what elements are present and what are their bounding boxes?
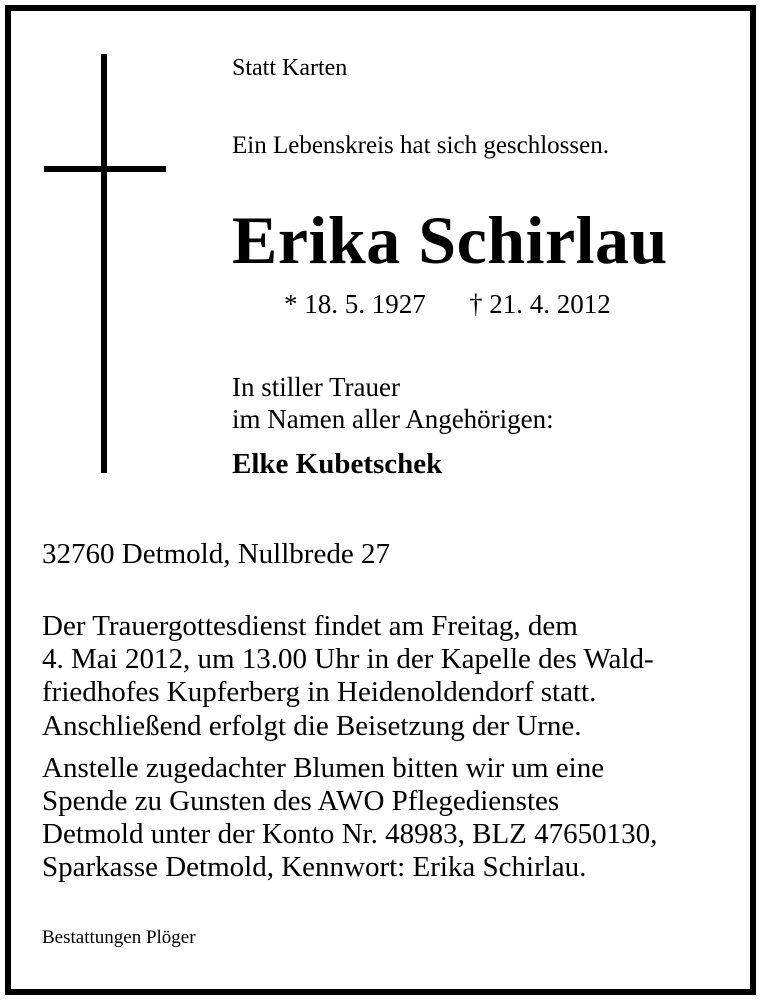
donation-line: Detmold unter der Konto Nr. 48983, BLZ 47650130, xyxy=(42,818,658,850)
mourning-line-1: In stiller Trauer xyxy=(232,372,400,402)
burial-line: Anschließend erfolgt die Beisetzung der Urne. xyxy=(42,710,582,742)
burial-paragraph xyxy=(42,710,582,743)
service-line: friedhofes Kupferberg in Heidenoldendorf statt. xyxy=(42,676,597,708)
service-line: Der Trauergottesdienst findet am Freitag, dem xyxy=(42,610,578,642)
deceased-name: Erika Schirlau xyxy=(232,202,668,278)
address: 32760 Detmold, Nullbrede 27 xyxy=(42,538,390,570)
donation-paragraph xyxy=(42,752,657,884)
service-line: 4. Mai 2012, um 13.00 Uhr in der Kapelle des Wald- xyxy=(42,643,654,675)
donation-line: Spende zu Gunsten des AWO Pflegedienstes xyxy=(42,785,560,817)
cross-vertical-bar xyxy=(101,54,107,473)
header-text: Statt Karten xyxy=(232,55,348,81)
death-date: † 21. 4. 2012 xyxy=(469,289,611,319)
donation-line: Anstelle zugedachter Blumen bitten wir um eine xyxy=(42,752,605,784)
mourner-name: Elke Kubetschek xyxy=(232,448,443,480)
service-paragraph xyxy=(42,610,654,709)
birth-date: * 18. 5. 1927 xyxy=(284,289,426,319)
cross-horizontal-bar xyxy=(44,166,166,172)
mourning-line-2: im Namen aller Angehörigen: xyxy=(232,404,554,434)
undertaker-name: Bestattungen Plöger xyxy=(42,927,196,948)
motto-text: Ein Lebenskreis hat sich geschlossen. xyxy=(232,132,609,159)
donation-line: Sparkasse Detmold, Kennwort: Erika Schirlau. xyxy=(42,851,587,883)
